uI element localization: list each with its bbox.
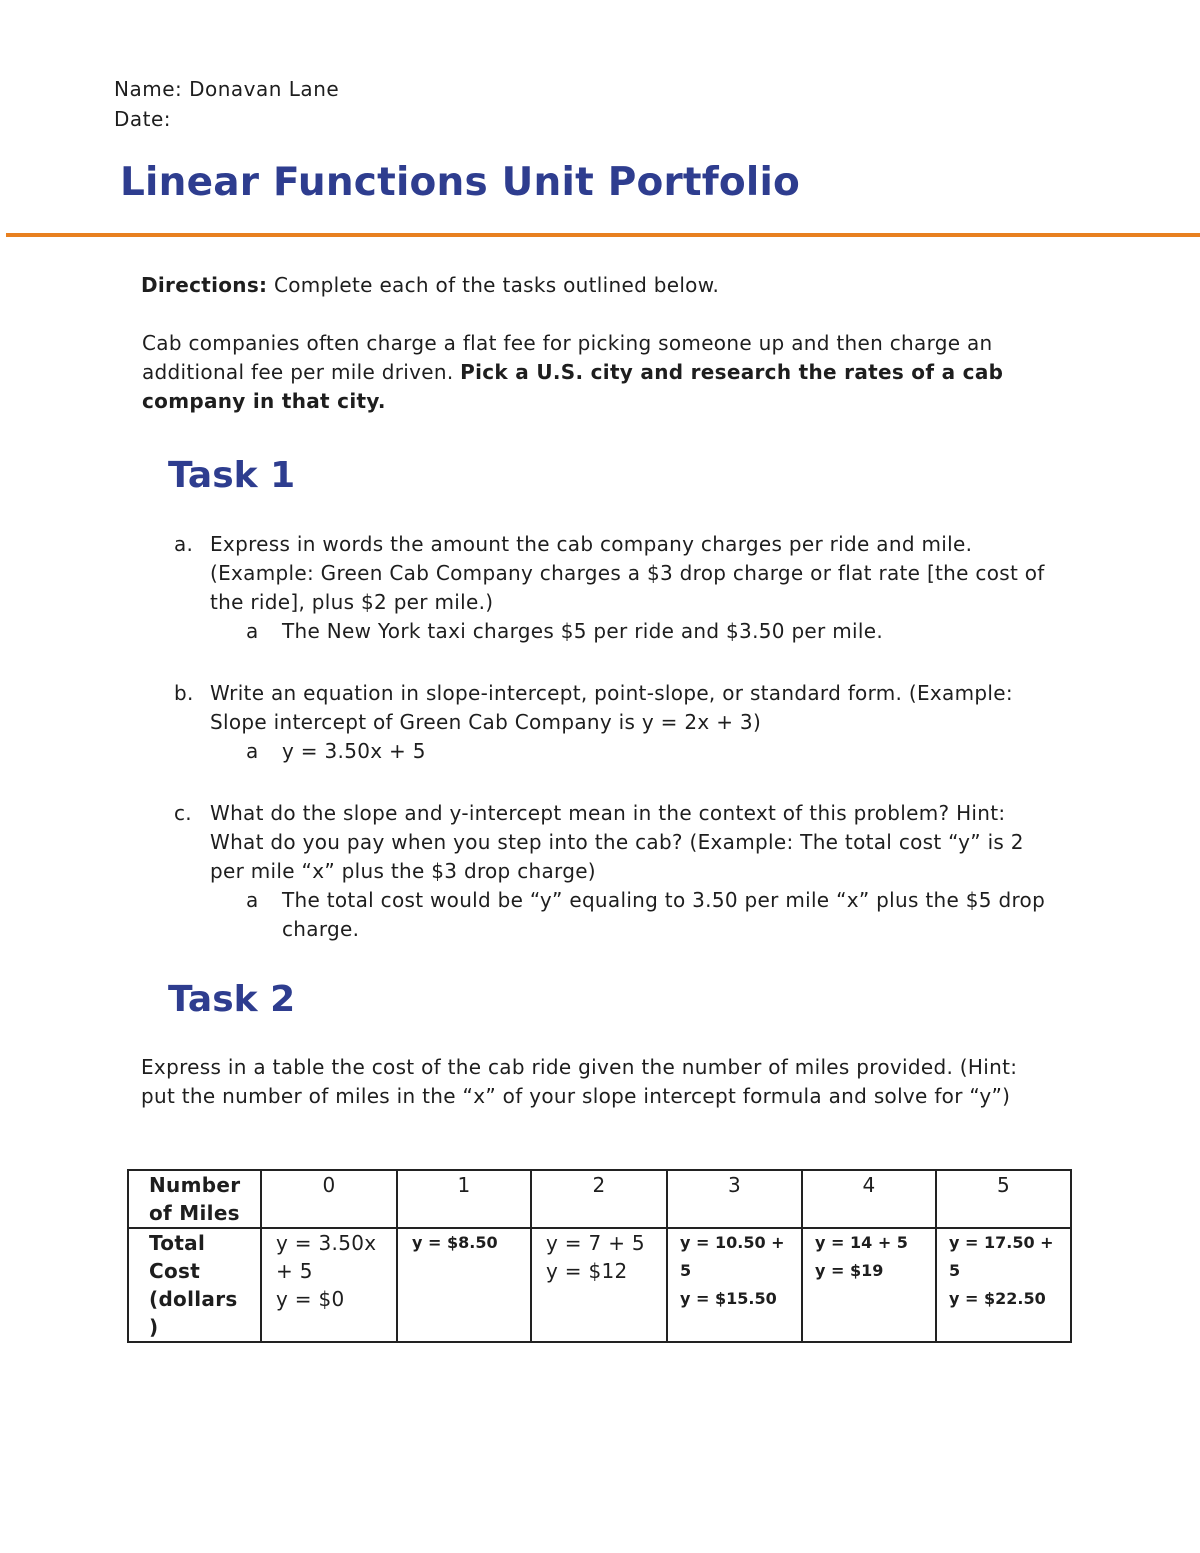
answer-marker: a bbox=[246, 888, 259, 912]
miles-row bbox=[128, 1170, 1071, 1228]
item-answer bbox=[246, 737, 1054, 766]
task1-item-a bbox=[174, 530, 1054, 646]
item-answer bbox=[246, 886, 1054, 944]
cost-row bbox=[128, 1228, 1071, 1342]
item-marker: a. bbox=[174, 532, 194, 556]
answer-text: The New York taxi charges $5 per ride and $3.50 per mile. bbox=[282, 619, 883, 643]
intro-text: Cab companies often charge a flat fee for picking someone up and then charge an additional fee per mile driven. bbox=[142, 331, 993, 384]
cost-cell: y = $8.50 bbox=[397, 1228, 531, 1342]
answer-marker: a bbox=[246, 739, 259, 763]
miles-cell: 2 bbox=[531, 1170, 667, 1228]
cost-cell: y = 10.50 + 5 y = $15.50 bbox=[667, 1228, 802, 1342]
cost-table bbox=[127, 1169, 1072, 1343]
cost-cell: y = 7 + 5 y = $12 bbox=[531, 1228, 667, 1342]
miles-row-header: Number of Miles bbox=[128, 1170, 261, 1228]
item-answer bbox=[246, 617, 1054, 646]
cost-cell: y = 14 + 5 y = $19 bbox=[802, 1228, 936, 1342]
directions-label: Directions: bbox=[141, 273, 268, 297]
cost-cell: y = 3.50x + 5 y = $0 bbox=[261, 1228, 397, 1342]
cost-row-header: Total Cost (dollars ) bbox=[128, 1228, 261, 1342]
miles-cell: 0 bbox=[261, 1170, 397, 1228]
answer-text: The total cost would be “y” equaling to 3.50 per mile “x” plus the $5 drop charge. bbox=[282, 888, 1046, 941]
answer-text: y = 3.50x + 5 bbox=[282, 739, 426, 763]
task2-instructions: Express in a table the cost of the cab ride given the number of miles provided. (Hint: put the number of miles in the “x” of your slope intercept formula and solve for “y”) bbox=[141, 1055, 1018, 1108]
miles-cell: 5 bbox=[936, 1170, 1071, 1228]
directions-text: Complete each of the tasks outlined below. bbox=[267, 273, 720, 297]
item-marker: b. bbox=[174, 681, 194, 705]
miles-cell: 4 bbox=[802, 1170, 936, 1228]
intro-paragraph bbox=[142, 329, 1047, 416]
item-question: Express in words the amount the cab company charges per ride and mile. (Example: Green Cab Company charges a $3 drop charge or flat rate [the cost of the ride], plus $2 per mile.) bbox=[210, 532, 1045, 614]
name-line: Name: Donavan Lane bbox=[114, 77, 340, 101]
date-line: Date: bbox=[114, 107, 172, 131]
page-title: Linear Functions Unit Portfolio bbox=[120, 160, 801, 205]
intro-bold-text: Pick a U.S. city and research the rates of a cab company in that city. bbox=[142, 360, 1004, 413]
item-marker: c. bbox=[174, 801, 192, 825]
miles-cell: 3 bbox=[667, 1170, 802, 1228]
item-question: What do the slope and y-intercept mean in the context of this problem? Hint: What do you pay when you step into the cab? (Example: The total cost “y” is 2 per mile “x” plus the $3 drop charge) bbox=[210, 801, 1024, 883]
cost-cell: y = 17.50 + 5 y = $22.50 bbox=[936, 1228, 1071, 1342]
title-divider bbox=[6, 233, 1200, 237]
task2-heading: Task 2 bbox=[168, 979, 296, 1020]
miles-cell: 1 bbox=[397, 1170, 531, 1228]
task1-item-c bbox=[174, 799, 1054, 944]
item-question: Write an equation in slope-intercept, point-slope, or standard form. (Example: Slope intercept of Green Cab Company is y = 2x + 3) bbox=[210, 681, 1013, 734]
directions bbox=[141, 271, 1051, 300]
answer-marker: a bbox=[246, 619, 259, 643]
task1-heading: Task 1 bbox=[168, 455, 296, 496]
task1-item-b bbox=[174, 679, 1054, 766]
